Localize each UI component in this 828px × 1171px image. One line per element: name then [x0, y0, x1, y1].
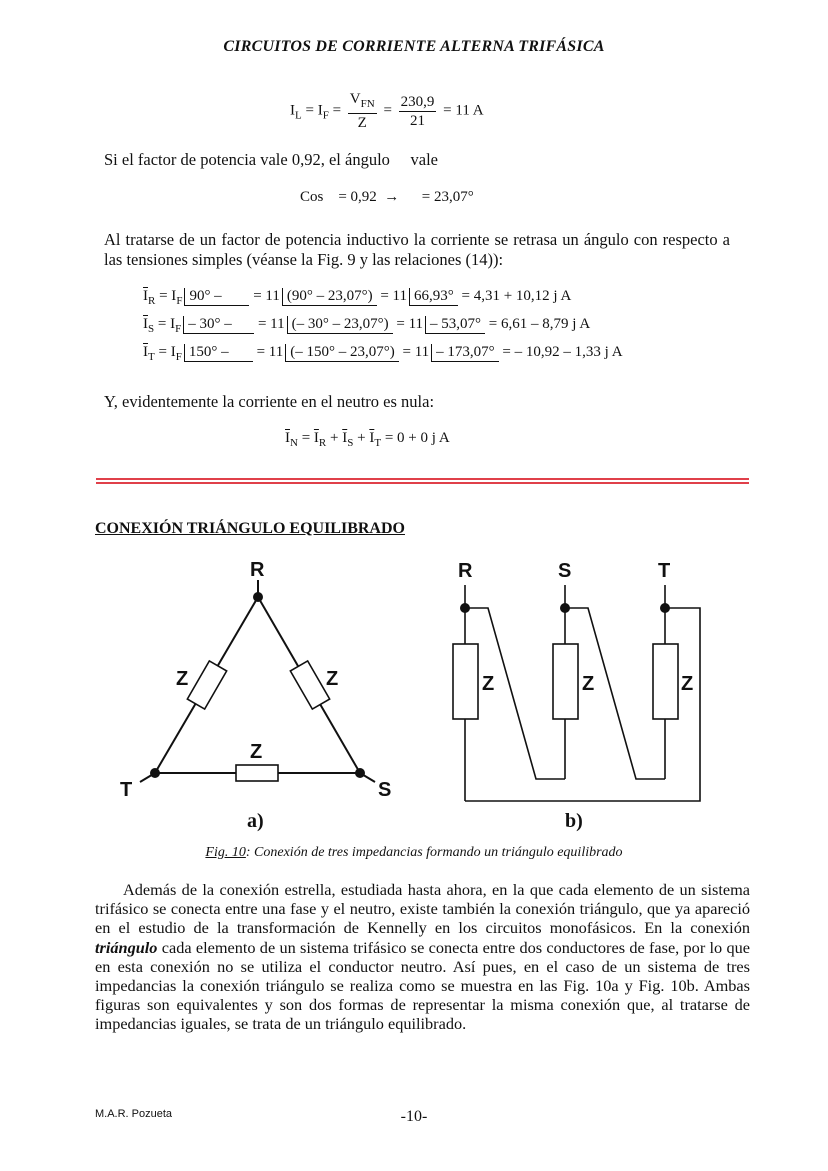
angle-1: 90° –	[184, 288, 249, 306]
figure-10b-ladder	[440, 550, 720, 840]
eq-sign: =	[383, 102, 392, 119]
node-label-t: T	[120, 779, 133, 801]
page-header-title: CIRCUITOS DE CORRIENTE ALTERNA TRIFÁSICA	[223, 38, 605, 55]
eq-sub: F	[322, 109, 329, 122]
eq-sub: N	[290, 437, 298, 449]
eq-symbol: $\overline{I}$	[313, 430, 319, 446]
angle-3: 66,93°	[409, 288, 458, 306]
footer-author: M.A.R. Pozueta	[95, 1108, 173, 1120]
angle-3: – 173,07°	[431, 344, 499, 362]
eq-mid: = 11	[396, 316, 424, 332]
text-neutral: Y, evidentemente la corriente en el neutro es nula:	[104, 392, 435, 411]
node-label-s: S	[558, 560, 572, 582]
impedance-label: Z	[326, 668, 339, 690]
current-row-r: $\overline{I}_R = I_F$ 90° – = 11 (90° – 23,07°) = 11 66,93° = 4,31 + 10,12 j A	[143, 288, 572, 307]
equation-line-current	[290, 90, 484, 132]
equation-neutral: $\overline{I}_N = \overline{I}_R + \overline{I}_S + \overline{I}_T = 0 + 0$ j A	[285, 430, 450, 449]
eq-sign: =	[305, 102, 314, 119]
eq-mid: = 11	[257, 316, 285, 332]
numerator: 230,9	[400, 93, 435, 110]
impedance-label: Z	[582, 673, 595, 695]
figure-caption	[0, 845, 828, 861]
eq-sub: T	[374, 437, 382, 449]
angle-2: (– 150° – 23,07°)	[285, 344, 399, 362]
equation-cos: Cos = 0,92 → = 23,07°	[300, 189, 474, 205]
angle-3: – 53,07°	[425, 316, 485, 334]
text-inductive: Al tratarse de un factor de potencia inductivo la corriente se retrasa un ángulo con respecto a las tensiones simples (véanse la Fig. 9 y las relaciones (14)):	[104, 230, 730, 269]
node-label-t: T	[658, 560, 671, 582]
current-sub: T	[148, 351, 155, 363]
eq-sub: L	[295, 109, 302, 122]
figure-10a-triangle	[100, 550, 420, 840]
eq-symbol: $\overline{I}$	[285, 430, 290, 446]
section-title: CONEXIÓN TRIÁNGULO EQUILIBRADO	[95, 520, 405, 537]
eq-mid: = 11	[253, 288, 280, 304]
eq-symbol: $\overline{I}$	[369, 430, 375, 446]
current-row-t: $\overline{I}_T = I_F$ 150° – = 11 (– 150° – 23,07°) = 11 – 173,07° = – 10,92 – 1,33 j A	[143, 344, 623, 363]
eq-result: = 11 A	[443, 102, 484, 119]
body-paragraph	[95, 880, 750, 1034]
figure-sublabel-a: a)	[247, 810, 264, 832]
figure-sublabel-b: b)	[565, 810, 583, 832]
eq-sub: R	[318, 437, 327, 449]
current-equations	[143, 288, 623, 372]
fraction-values	[399, 93, 437, 130]
current-result: = 6,61 – 8,79 j A	[488, 316, 591, 332]
text-power-factor: Si el factor de potencia vale 0,92, el ángulo vale	[104, 150, 439, 169]
eq-mid: = 11	[380, 288, 407, 304]
node-label-s: S	[378, 779, 392, 801]
current-sub: R	[148, 295, 156, 307]
divider-rule-top	[96, 478, 749, 480]
numerator-sub: FN	[360, 98, 375, 110]
numerator: V	[349, 91, 361, 107]
impedance-label: Z	[482, 673, 495, 695]
paragraph-part2: cada elemento de un sistema trifásico se conecta entre dos conductores de fase, por lo que en esta conexión no se utiliza el conductor neutro. Así pues, en el caso de un sistema de tres impedancias la conexión triángulo se realiza como se muestra en las Fig. 10a y Fig. 10b. Ambas figuras son equivalentes y son dos formas de representar la misma conexión que, al tratarse de impedancias iguales, se trata de un triángulo equilibrado.	[95, 937, 750, 1034]
eq-result: = 0 + 0 j A	[384, 430, 450, 446]
paragraph-part1: Además de la conexión estrella, estudiada hasta ahora, en la que cada elemento de un sistema trifásico se conecta entre una fase y el neutro, existe también la conexión triángulo, que ya apareció en el estudio de la transformación de Kennelly en los circuitos monofásicos. En la conexión	[95, 880, 750, 938]
paragraph-emphasis: triángulo	[95, 937, 158, 957]
current-result: = 4,31 + 10,12 j A	[461, 288, 572, 304]
current-row-s: $\overline{I}_S = I_F - 30^\circ$ – = 11 (– 30° – 23,07°) = 11 – 53,07° = 6,61 – 8,79 j A	[143, 316, 591, 335]
eq-sign: =	[332, 102, 342, 119]
eq-mid: = 11	[256, 344, 284, 360]
eq-symbol: I	[317, 102, 323, 119]
current-symbol: $\overline{I}$	[143, 288, 148, 304]
figure-ref: Fig. 10	[205, 845, 246, 860]
eq-symbol: I	[290, 102, 295, 119]
caption-text: : Conexión de tres impedancias formando un triángulo equilibrado	[245, 845, 623, 860]
divider-rule-bottom	[96, 482, 749, 484]
impedance-label: Z	[250, 741, 263, 763]
node-label-r: R	[458, 560, 473, 582]
current-symbol: $\overline{I}$	[143, 316, 148, 332]
angle-2: (90° – 23,07°)	[282, 288, 377, 306]
eq-sub: S	[347, 437, 354, 449]
footer-page-number: -10-	[400, 1108, 428, 1125]
current-symbol: $\overline{I}$	[143, 344, 148, 360]
angle-2: (– 30° – 23,07°)	[287, 316, 393, 334]
angle-1: – 30° –	[183, 316, 254, 334]
fraction-vfn-z	[348, 90, 377, 132]
denominator: Z	[357, 115, 367, 131]
impedance-label: Z	[176, 668, 189, 690]
current-result: = – 10,92 – 1,33 j A	[502, 344, 623, 360]
impedance-label: Z	[681, 673, 694, 695]
node-label-r: R	[250, 559, 265, 581]
eq-symbol: $\overline{I}$	[342, 430, 348, 446]
current-sub: S	[148, 323, 155, 335]
denominator: 21	[410, 112, 426, 129]
eq-mid: = 11	[402, 344, 430, 360]
angle-1: 150° –	[184, 344, 253, 362]
